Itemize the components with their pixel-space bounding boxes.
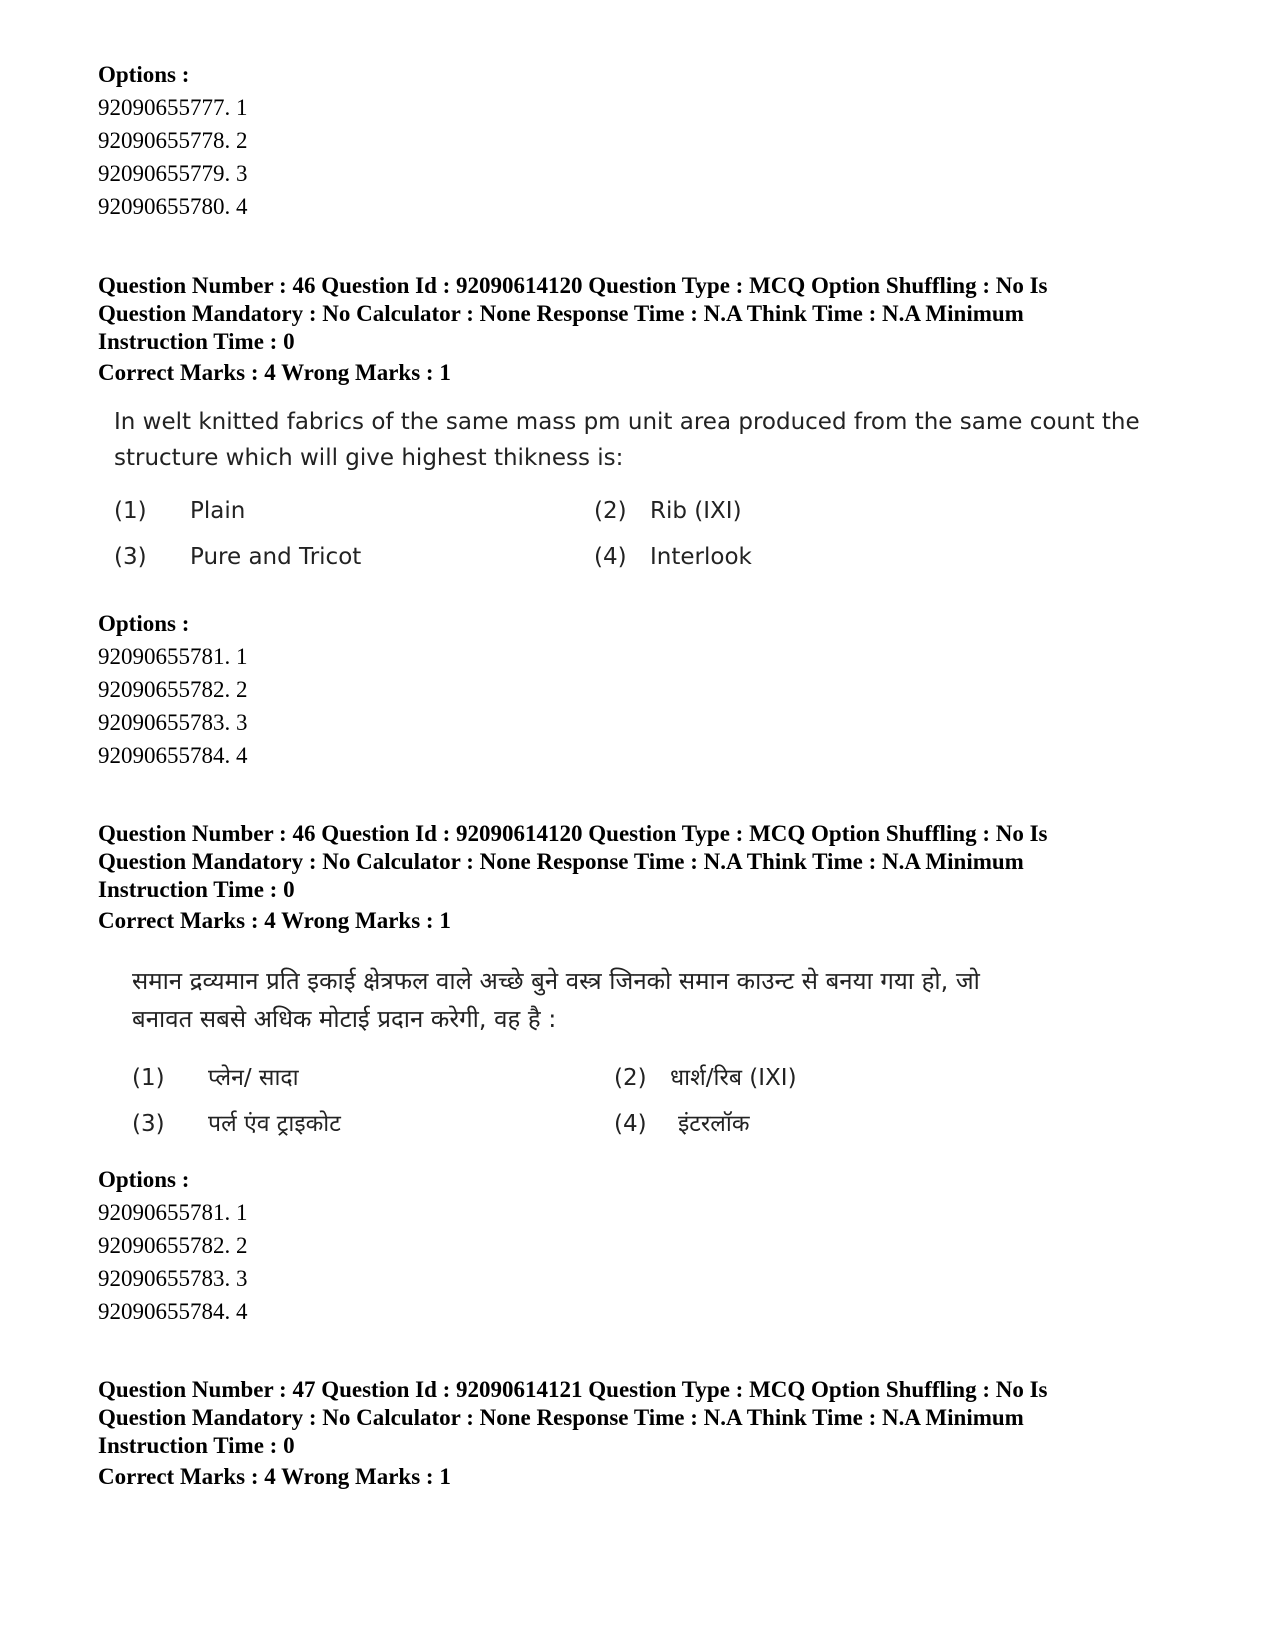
q46-hi-meta: [98, 820, 1188, 904]
choice-text: Interlook: [650, 544, 752, 570]
q46-en-options-block: [98, 607, 1188, 772]
q46-hi-question-text: [132, 962, 1152, 1038]
q46-en-choice-3: [114, 544, 361, 570]
option-item: 92090655779. 3: [98, 161, 248, 186]
q46-hi-choice-4: [614, 1106, 750, 1138]
options-heading: Options :: [98, 1167, 190, 1192]
options-heading: Options :: [98, 611, 190, 636]
option-item: 92090655777. 1: [98, 95, 248, 120]
choice-number: (2): [594, 498, 627, 524]
q46-hi-choice-2: [614, 1060, 797, 1092]
top-options-block: [98, 58, 1188, 223]
question-meta-line: Question Mandatory : No Calculator : None Response Time : N.A Think Time : N.A Minimum: [98, 1405, 1024, 1430]
question-text-line: बनावत सबसे अधिक मोटाई प्रदान करेगी, वह है :: [132, 1005, 557, 1033]
choice-text: Rib (IXI): [650, 498, 742, 524]
question-meta-line: Question Mandatory : No Calculator : None Response Time : N.A Think Time : N.A Minimum: [98, 849, 1024, 874]
question-meta-line: Instruction Time : 0: [98, 1433, 295, 1458]
q46-hi-options-block: [98, 1163, 1188, 1328]
q46-en-meta: [98, 272, 1188, 356]
q46-en-question-text: [114, 404, 1140, 476]
question-meta-line: Instruction Time : 0: [98, 877, 295, 902]
question-meta-line: Instruction Time : 0: [98, 329, 295, 354]
choice-number: (4): [614, 1111, 647, 1137]
choice-text: प्लेन/ सादा: [208, 1065, 299, 1091]
choice-text: Plain: [190, 498, 246, 524]
choice-number: (3): [132, 1111, 165, 1137]
q46-hi-marks: Correct Marks : 4 Wrong Marks : 1: [98, 908, 451, 933]
q47-meta: [98, 1376, 1188, 1460]
choice-text: धार्श/रिब (IXI): [670, 1065, 797, 1091]
q47-marks: Correct Marks : 4 Wrong Marks : 1: [98, 1464, 451, 1489]
q46-en-choice-4: [594, 544, 752, 570]
choice-number: (3): [114, 544, 147, 570]
question-meta-line: Question Number : 46 Question Id : 92090614120 Question Type : MCQ Option Shuffling : No Is: [98, 821, 1048, 846]
q46-en-choice-2: [594, 498, 742, 524]
choice-text: Pure and Tricot: [190, 544, 362, 570]
option-item: 92090655784. 4: [98, 1299, 248, 1324]
option-item: 92090655784. 4: [98, 743, 248, 768]
option-item: 92090655781. 1: [98, 644, 248, 669]
choice-number: (4): [594, 544, 627, 570]
question-meta-line: Question Number : 47 Question Id : 92090614121 Question Type : MCQ Option Shuffling : No Is: [98, 1377, 1048, 1402]
choice-text: पर्ल एंव ट्राइकोट: [208, 1111, 341, 1137]
options-heading: Options :: [98, 62, 190, 87]
question-text-line: समान द्रव्यमान प्रति इकाई क्षेत्रफल वाले अच्छे बुने वस्त्र जिनको समान काउन्ट से बनया गया हो, जो: [132, 967, 980, 995]
question-meta-line: Question Mandatory : No Calculator : None Response Time : N.A Think Time : N.A Minimum: [98, 301, 1024, 326]
choice-number: (1): [132, 1065, 165, 1091]
choice-number: (1): [114, 498, 147, 524]
option-item: 92090655780. 4: [98, 194, 248, 219]
option-item: 92090655782. 2: [98, 1233, 248, 1258]
q46-en-choice-1: [114, 498, 245, 524]
option-item: 92090655782. 2: [98, 677, 248, 702]
question-text-line: structure which will give highest thikness is:: [114, 445, 624, 471]
choice-number: (2): [614, 1065, 647, 1091]
option-item: 92090655781. 1: [98, 1200, 248, 1225]
q46-hi-choice-3: [132, 1106, 341, 1138]
q46-en-marks: Correct Marks : 4 Wrong Marks : 1: [98, 360, 451, 385]
question-text-line: In welt knitted fabrics of the same mass pm unit area produced from the same count the: [114, 409, 1140, 435]
question-meta-line: Question Number : 46 Question Id : 92090614120 Question Type : MCQ Option Shuffling : No Is: [98, 273, 1048, 298]
q46-hi-choice-1: [132, 1060, 299, 1092]
choice-text: इंटरलॉक: [678, 1111, 750, 1137]
option-item: 92090655783. 3: [98, 1266, 248, 1291]
option-item: 92090655778. 2: [98, 128, 248, 153]
option-item: 92090655783. 3: [98, 710, 248, 735]
